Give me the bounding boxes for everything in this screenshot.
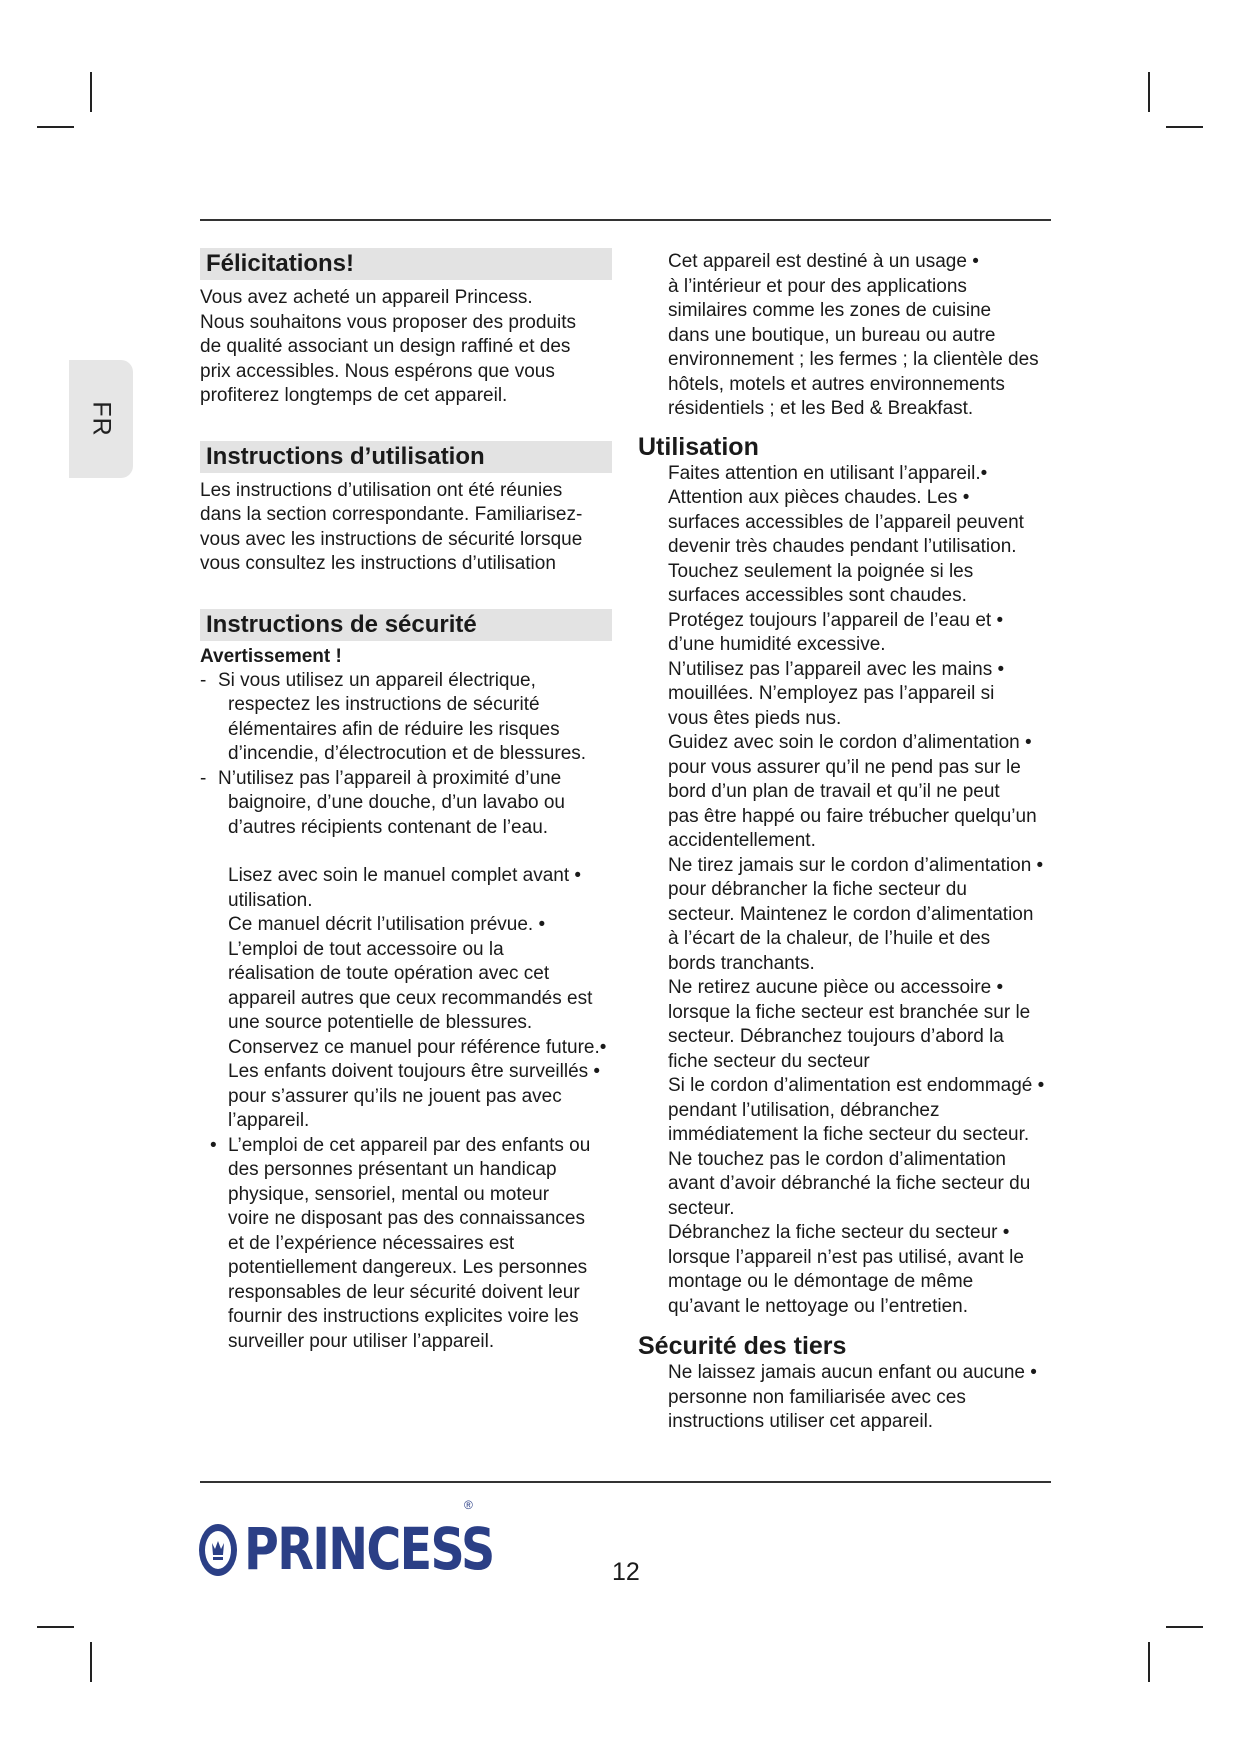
text-line: personne non familiarisée avec ces [668,1386,966,1408]
text-line: pendant l’utilisation, débranchez [668,1099,940,1121]
text-line: Attention aux pièces chaudes. Les • [668,487,970,508]
bullet-marker: • [210,1134,217,1156]
text-line: appareil autres que ceux recommandés est [228,987,593,1009]
text-line: l’appareil. [228,1110,310,1131]
text-line: d’une humidité excessive. [668,634,886,655]
text-line: devenir très chaudes pendant l’utilisation. [668,536,1017,557]
language-tab-label: FR [87,401,116,437]
text-line: Les instructions d’utilisation ont été réunies [200,479,563,501]
warning-label: Avertissement ! [200,645,342,667]
text-line: Lisez avec soin le manuel complet avant • [228,865,582,886]
text-line: résidentiels ; et les Bed & Breakfast. [668,398,974,419]
text-line: surfaces accessibles sont chaudes. [668,585,967,606]
text-line: Ne retirez aucune pièce ou accessoire • [668,977,1004,998]
dash-list [200,669,612,841]
text-line: Les enfants doivent toujours être surveillés • [228,1061,601,1082]
text-line: vous êtes pieds nus. [668,707,842,729]
text-line: L’emploi de tout accessoire ou la [228,938,504,960]
crop-mark [37,126,74,128]
text-line: réalisation de toute opération avec cet [228,963,550,984]
text-line: Nous souhaitons vous proposer des produits [200,311,577,333]
text-line: qu’avant le nettoyage ou l’entretien. [668,1295,968,1317]
text-line: pas être happé ou faire trébucher quelqu’un [668,805,1037,827]
princess-logo [196,1514,548,1584]
usage-instructions-body [200,479,612,577]
text-line: fiche secteur du secteur [668,1050,870,1072]
text-line: • L’emploi de cet appareil par des enfants ou [200,1134,612,1159]
text-line: Vous avez acheté un appareil Princess. [200,287,533,308]
text-line: environnement ; les fermes ; la clientèle des [668,349,1039,370]
text-line: surfaces accessibles de l’appareil peuvent [668,511,1024,533]
text-line: dans une boutique, un bureau ou autre [668,324,996,346]
congrats-body [200,286,612,409]
text-line: baignoire, d’une douche, d’un lavabo ou [228,792,565,813]
utilisation-title: Utilisation [638,432,759,461]
text-line: d’autres récipients contenant de l’eau. [228,816,549,838]
dash-line: - Si vous utilisez un appareil électrique, [200,669,536,691]
third-party-safety-title: Sécurité des tiers [638,1332,847,1360]
list-item [200,669,612,767]
text-line: pour débrancher la fiche secteur du [668,879,967,900]
congrats-title: Félicitations! [200,248,612,280]
intended-use-body [638,250,1074,422]
header-rule [200,219,1051,221]
text-line: pour s’assurer qu’ils ne jouent pas avec [228,1085,562,1107]
text-line: N’utilisez pas l’appareil avec les mains • [668,658,1005,680]
text-line: à l’écart de la chaleur, de l’huile et des [668,928,991,949]
text-line: surveiller pour utiliser l’appareil. [228,1330,495,1352]
crop-mark [1166,1626,1203,1628]
text-line: d’incendie, d’électrocution et de blessures. [228,743,587,764]
text-line: Ne tirez jamais sur le cordon d’alimentation • [668,854,1044,876]
left-column [200,248,612,1354]
safety-title: Instructions de sécurité [200,609,612,641]
text-line: avant d’avoir débranché la fiche secteur du [668,1173,1031,1194]
safety-bullet-item [200,1134,612,1355]
right-column [638,250,1074,1435]
text-line: respectez les instructions de sécurité [228,694,540,715]
brand-name: PRINCESS [244,1515,494,1583]
text-line: et de l’expérience nécessaires est [228,1232,515,1254]
text-line: Touchez seulement la poignée si les [668,560,974,582]
text-line: bords tranchants. [668,952,815,974]
language-tab [69,360,133,478]
princess-emblem-icon [196,1519,240,1579]
text-line: Ne touchez pas le cordon d’alimentation [668,1148,1006,1170]
crop-mark [1148,72,1150,112]
text-line: secteur. [668,1197,735,1219]
crop-mark [90,72,92,112]
text-line: instructions utiliser cet appareil. [668,1411,934,1432]
text-line: secteur. Maintenez le cordon d’alimentation [668,903,1034,925]
text-line: vous consultez les instructions d’utilisation [200,553,556,574]
safety-indented-list [200,864,612,1134]
text-line: Si le cordon d’alimentation est endommagé • [668,1075,1045,1096]
text-line: à l’intérieur et pour des applications [668,275,967,297]
text-line: prix accessibles. Nous espérons que vous [200,360,555,382]
text-line: vous avec les instructions de sécurité lorsque [200,528,583,550]
text-line: similaires comme les zones de cuisine [668,300,992,321]
text-line: Débranchez la fiche secteur du secteur • [668,1222,1010,1243]
text-line: profiterez longtemps de cet appareil. [200,385,508,406]
utilisation-body [638,462,1074,1320]
text-line: hôtels, motels et autres environnements [668,373,1005,395]
text-line: des personnes présentant un handicap [228,1159,557,1180]
text-line: bord d’un plan de travail et qu’il ne peut [668,781,1000,802]
page-number: 12 [612,1558,640,1586]
text-line: Protégez toujours l’appareil de l’eau et • [668,609,1004,631]
crop-mark [1148,1642,1150,1682]
text-line: Cet appareil est destiné à un usage • [668,251,979,272]
list-item [200,767,612,841]
text-line: utilisation. [228,889,313,911]
text-line: potentiellement dangereux. Les personnes [228,1257,588,1278]
crop-mark [1166,126,1203,128]
text-line: mouillées. N’employez pas l’appareil si [668,683,995,704]
text-line: de qualité associant un design raffiné et des [200,336,571,357]
crop-mark [90,1642,92,1682]
text-line: physique, sensoriel, mental ou moteur [228,1183,550,1205]
text-line: Ne laissez jamais aucun enfant ou aucune • [668,1362,1037,1383]
text-line: pour vous assurer qu’il ne pend pas sur le [668,756,1021,778]
text-line: accidentellement. [668,830,816,851]
text-line: lorsque l’appareil n’est pas utilisé, avant le [668,1246,1024,1268]
usage-instructions-title: Instructions d’utilisation [200,441,612,473]
text-line: responsables de leur sécurité doivent leur [228,1281,580,1303]
text-line: Guidez avec soin le cordon d’alimentation • [668,732,1032,753]
footer-rule [200,1481,1051,1483]
text-line: immédiatement la fiche secteur du secteur. [668,1124,1030,1145]
crop-mark [37,1626,74,1628]
registered-mark: ® [464,1498,473,1512]
text-line: Faites attention en utilisant l’appareil.• [668,462,988,484]
text-line: élémentaires afin de réduire les risques [228,718,560,740]
text-line: secteur. Débranchez toujours d’abord la [668,1026,1004,1047]
text-line: une source potentielle de blessures. [228,1012,533,1033]
text-line: Conservez ce manuel pour référence future.• [228,1036,607,1058]
text-line: Ce manuel décrit l’utilisation prévue. • [228,914,546,935]
third-party-safety-body [638,1361,1074,1435]
text-line: dans la section correspondante. Familiarisez- [200,504,583,525]
text-line: voire ne disposant pas des connaissances [228,1208,586,1229]
text-line: fournir des instructions explicites voire les [228,1306,579,1327]
text-line: lorsque la fiche secteur est branchée sur le [668,1001,1031,1023]
dash-line: - N’utilisez pas l’appareil à proximité d’une [200,767,562,789]
text-line: montage ou le démontage de même [668,1271,974,1292]
